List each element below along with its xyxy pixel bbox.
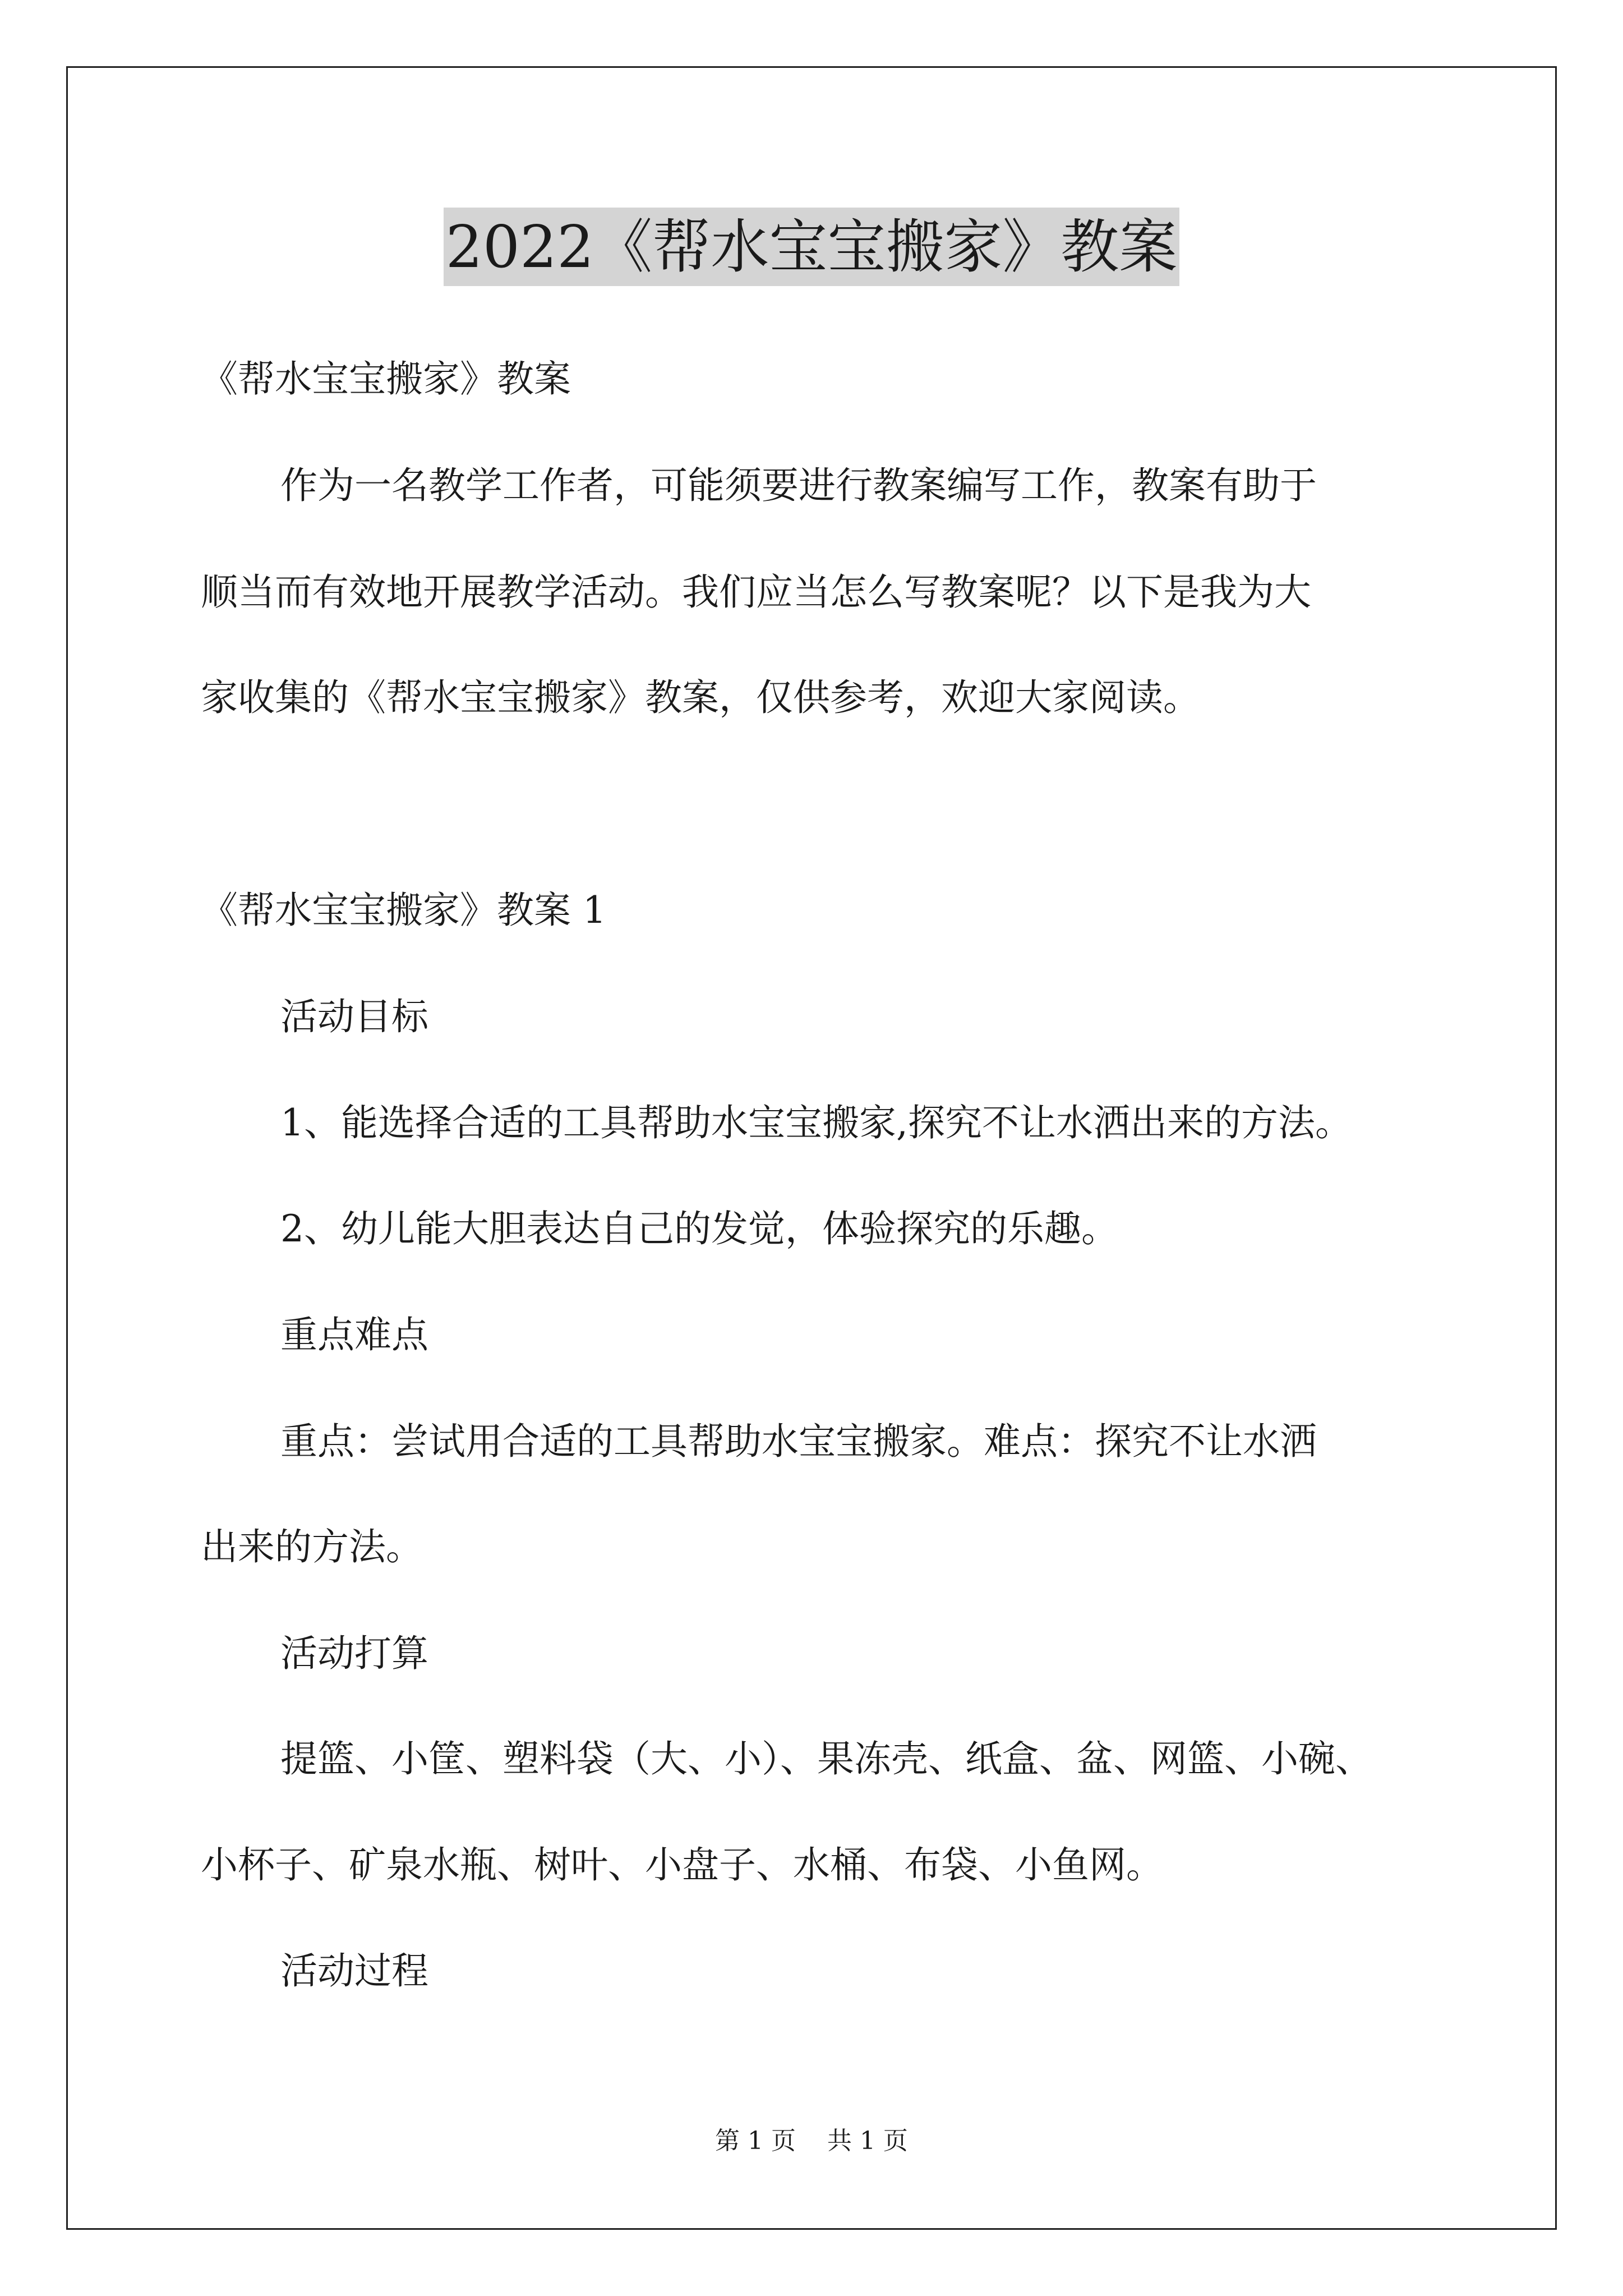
paragraph-line: 出来的方法。 — [201, 1525, 423, 1568]
paragraph-line: 重点：尝试用合适的工具帮助水宝宝搬家。难点：探究不让水洒 — [280, 1420, 1317, 1463]
paragraph-line: 小杯子、矿泉水瓶、树叶、小盘子、水桶、布袋、小鱼网。 — [201, 1843, 1163, 1887]
page-footer: 第 1 页 共 1 页 — [715, 2127, 908, 2155]
paragraph-line: 作为一名教学工作者，可能须要进行教案编写工作，教案有助于 — [280, 464, 1317, 507]
subheading-activity-goals: 活动目标 — [280, 995, 428, 1038]
subheading-process: 活动过程 — [280, 1949, 428, 1993]
paragraph-line: 2、幼儿能大胆表达自己的发觉，体验探究的乐趣。 — [280, 1207, 1118, 1250]
title-container — [0, 208, 1623, 286]
section-heading: 《帮水宝宝搬家》教案 1 — [201, 889, 606, 932]
paragraph-line: 1、能选择合适的工具帮助水宝宝搬家,探究不让水洒出来的方法。 — [280, 1101, 1352, 1144]
subheading-key-points: 重点难点 — [280, 1313, 428, 1356]
paragraph-line: 顺当而有效地开展教学活动。我们应当怎么写教案呢？以下是我为大 — [201, 570, 1311, 614]
paragraph-heading: 《帮水宝宝搬家》教案 — [201, 357, 571, 401]
paragraph-line: 提篮、小筐、塑料袋（大、小）、果冻壳、纸盒、盆、网篮、小碗、 — [280, 1737, 1372, 1780]
document-title: 2022《帮水宝宝搬家》教案 — [444, 208, 1180, 286]
subheading-preparation: 活动打算 — [280, 1632, 428, 1675]
paragraph-line: 家收集的《帮水宝宝搬家》教案，仅供参考，欢迎大家阅读。 — [201, 676, 1200, 719]
